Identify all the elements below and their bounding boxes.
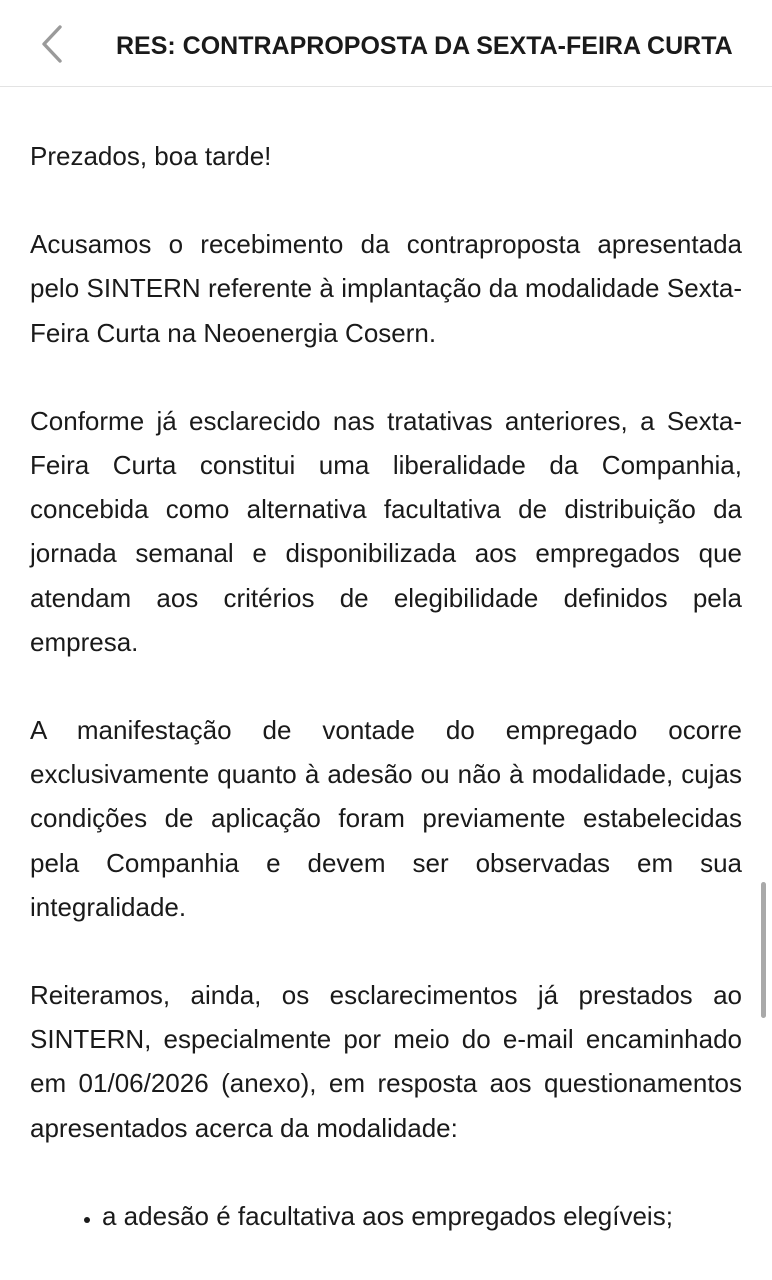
back-button[interactable] [30,22,74,66]
email-bullet-item: • a adesão é facultativa aos empregados elegíveis; [102,1194,742,1238]
app-header [0,0,772,87]
email-greeting: Prezados, boa tarde! [30,141,272,171]
email-bullet-list [30,1194,742,1238]
email-paragraph-4: Reiteramos, ainda, os esclarecimentos já prestados ao SINTERN, especialmente por meio do e-mail encaminhado em 01/06/2026 (anexo), em resposta aos questionamentos apresentados acerca da modalidade: [30,980,742,1143]
email-body [30,134,742,1238]
email-paragraph-2: Conforme já esclarecido nas tratativas anteriores, a Sexta-Feira Curta constitui uma liberalidade da Companhia, concebida como alternativa facultativa de distribuição da jornada semanal e disponibilizada aos empregados que atendam aos critérios de elegibilidade definidos pela empresa. [30,405,742,657]
email-paragraph-1: Acusamos o recebimento da contraproposta apresentada pelo SINTERN referente à implantação da modalidade Sexta-Feira Curta na Neoenergia Cosern. [30,229,742,348]
vertical-scrollbar[interactable] [761,882,766,1018]
email-subject-title: RES: CONTRAPROPOSTA DA SEXTA-FEIRA CURTA [116,32,733,60]
email-paragraph-3: A manifestação de vontade do empregado ocorre exclusivamente quanto à adesão ou não à modalidade, cujas condições de aplicação foram previamente estabelecidas pela Companhia e devem ser observadas em sua integralidade. [30,715,742,922]
chevron-left-icon [39,24,65,64]
